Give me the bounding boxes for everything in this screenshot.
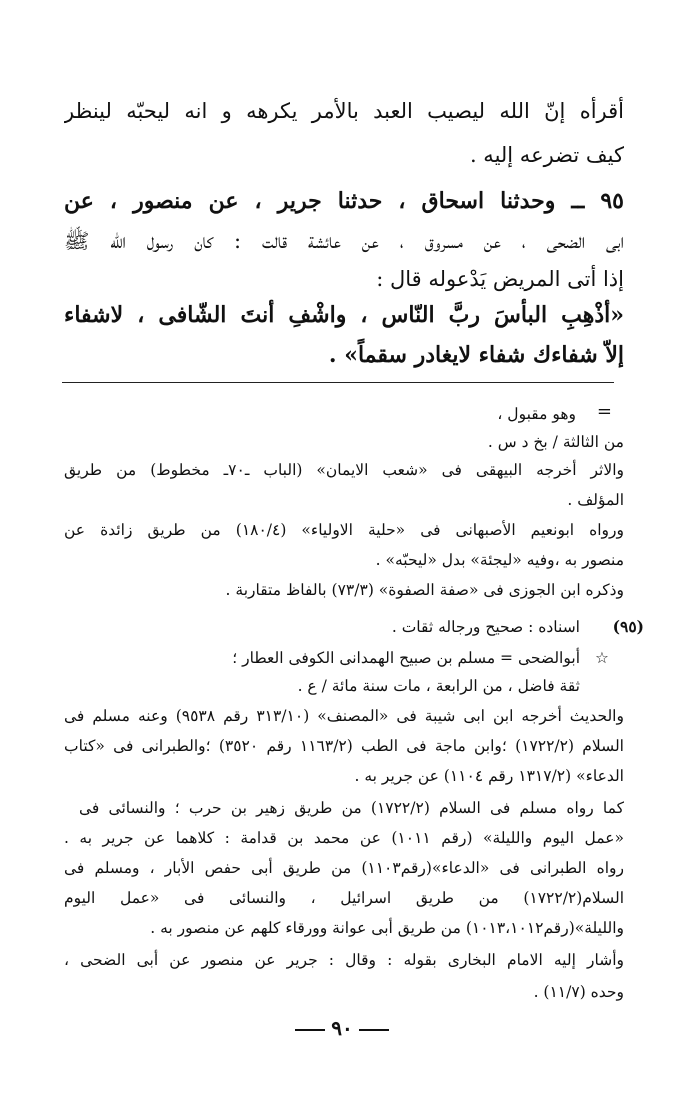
continuation-marker: = (596, 401, 612, 422)
star-icon: ☆ (595, 649, 609, 667)
supplication-line: «أذْهِبِ البأسَ ربَّ النّاس ، واشْفِ أنتَ الشّافى ، لاشفاء (64, 302, 624, 328)
footnote-line: والحديث أخرجه ابن ابى شيبة فى «المصنف» (٣١٣/١٠ رقم ٩٥٣٨) وعنه مسلم فى (64, 707, 624, 725)
footnote-line: والاثر أخرجه البيهقى فى «شعب الايمان» (الباب ـ٧٠ـ مخطوط) من طريق (64, 461, 624, 479)
main-text-line: كيف تضرعه إليه . (469, 143, 624, 167)
footnote-line: رواه الطبرانى فى «الدعاء»(رقم١١٠٣) من طريق أبى حفص الأبار ، ومسلم فى (64, 859, 624, 877)
footnote-line: وأشار إليه الامام البخارى بقوله : وقال : جرير عن منصور عن أبى الضحى ، (64, 951, 624, 969)
footnote-divider (62, 382, 614, 383)
footnote-line: السلام(١٧٢٢/٢) من طريق اسرائيل ، والنسائى فى «عمل اليوم (64, 889, 624, 907)
footnote-line: كما رواه مسلم فى السلام (١٧٢٢/٢) من طريق زهير بن حرب ؛ والنسائى فى (79, 799, 624, 817)
main-text-line: ابى الضحى ، عن مسروق ، عن عائشة قالت : كان رسول الله ﷺ (64, 229, 624, 253)
hadith-heading-line: ٩٥ ــ وحدثنا اسحاق ، حدثنا جرير ، عن منصور ، عن (64, 188, 624, 214)
main-text-line: أقرأه إنّ الله ليصيب العبد بالأمر يكرهه و انه ليحبّه لينظر (64, 99, 624, 123)
footnote-line: اسناده : صحيح ورجاله ثقات . (391, 618, 580, 636)
footnote-line: ورواه ابونعيم الأصبهانى فى «حلية الاولياء» (١٨٠/٤) من طريق زائدة عن (64, 521, 624, 539)
footnote-line: الدعاء» (١٣١٧/٢ رقم ١١٠٤) عن جرير به . (354, 767, 624, 785)
footnote-line: ثقة فاضل ، من الرابعة ، مات سنة مائة / ع . (297, 677, 580, 695)
footnote-line: السلام (١٧٢٢/٢) ؛وابن ماجة فى الطب (١١٦٣/٢ رقم ٣٥٢٠) ؛والطبرانى فى «كتاب (64, 737, 624, 755)
page-number: ٩٠ (0, 1016, 684, 1040)
footnote-line: وذكره ابن الجوزى فى «صفة الصفوة» (٧٣/٣) بالفاظ متقاربة . (225, 581, 624, 599)
main-text-line: إذا أتى المريض يَدْعوله قال : (376, 267, 624, 291)
footnote-number: (٩٥) (612, 617, 644, 636)
footnote-line: من الثالثة / بخ د س . (487, 433, 624, 451)
footnote-line: وحده (١١/٧) . (533, 983, 624, 1001)
footnote-line: «عمل اليوم والليلة» (رقم ١٠١١) عن محمد بن قدامة : كلاهما عن جرير به . (64, 829, 624, 847)
footnote-line: والليلة»(رقم١٠١٣،١٠١٢) من طريق أبى عوانة وورقاء كلهم عن منصور به . (150, 919, 624, 937)
supplication-line: إلاّ شفاءك شفاء لايغادر سقماً» . (328, 342, 624, 368)
footnote-line: أبوالضحى = مسلم بن صبيح الهمدانى الكوفى العطار ؛ (232, 649, 580, 667)
footnote-line: وهو مقبول ، (497, 405, 576, 423)
footnote-line: منصور به ،وفيه «ليجئة» بدل «ليحبّه» . (375, 551, 624, 569)
footnote-line: المؤلف . (567, 491, 624, 509)
